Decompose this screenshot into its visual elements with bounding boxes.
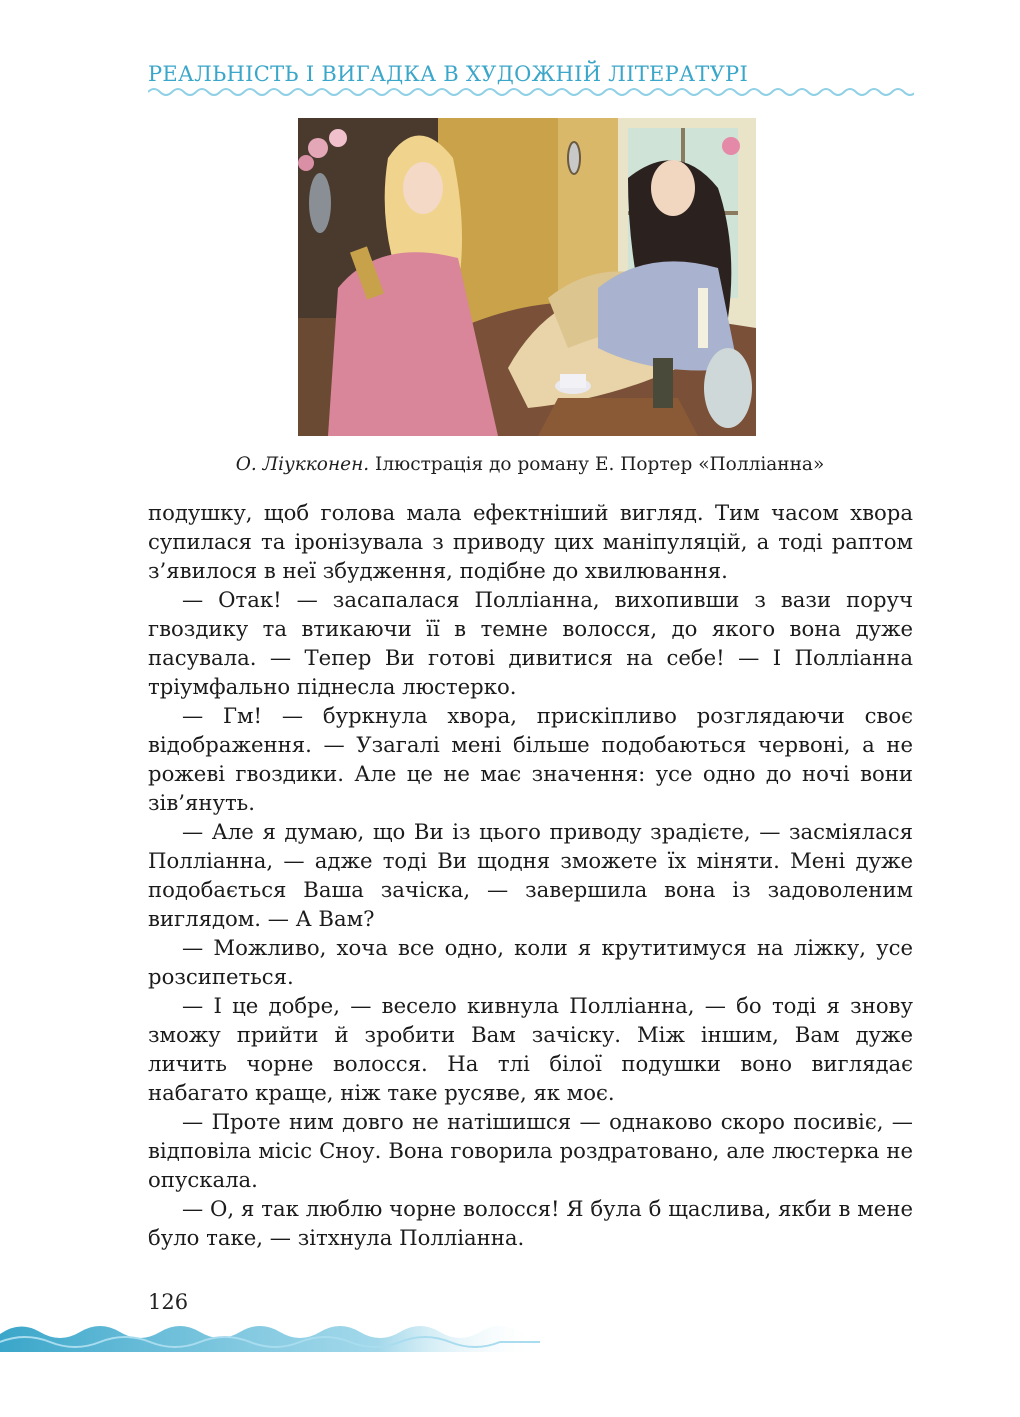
paragraph: — Проте ним довго не натішишся — однаково скоро посивіє, — відповіла місіс Сноу. Вона говорила роздратовано, але люстерка не опускала.: [148, 1109, 913, 1192]
paragraph: — О, я так люблю чорне волосся! Я була б щаслива, якби в мене було таке, — зітхнула Полліанна.: [148, 1196, 913, 1250]
paragraph: подушку, щоб голова мала ефектніший вигляд. Тим часом хвора супилася та іронізувала з приводу цих маніпуляцій, а тоді раптом з’явилося в неї збудження, подібне до хвилювання.: [148, 500, 913, 583]
paragraph: — Отак! — засапалася Полліанна, вихопивши з вази поруч гвоздику та втикаючи її в темне волосся, до якого вона дуже пасувала. — Тепер Ви готові дивитися на себе! — І Полліанна тріумфально піднесла люстерко.: [148, 587, 913, 699]
paragraph: — Гм! — буркнула хвора, прискіпливо розглядаючи своє відображення. — Узагалі мені більше подобаються червоні, а не рожеві гвоздики. Але це не має значення: усе одно до ночі вони зів’януть.: [148, 703, 913, 815]
page-number: 126: [148, 1290, 189, 1314]
running-header: РЕАЛЬНІСТЬ І ВИГАДКА В ХУДОЖНІЙ ЛІТЕРАТУРІ: [148, 62, 749, 86]
caption-author: О. Ліукконен.: [235, 454, 370, 475]
caption-text: Ілюстрація до роману Е. Портер «Полліанна»: [369, 454, 825, 475]
paragraph: — Можливо, хоча все одно, коли я крутитимуся на ліжку, усе розсипеться.: [148, 935, 913, 989]
illustration-caption: [0, 454, 1020, 475]
book-illustration-image: [298, 118, 756, 436]
paragraph: — І це добре, — весело кивнула Полліанна, — бо тоді я знову зможу прийти й зробити Вам зачіску. Між іншим, Вам дуже личить чорне волосся. На тлі білої подушки воно виглядає набагато краще, ніж таке русяве, як моє.: [148, 993, 913, 1105]
header-wave-divider: [148, 86, 914, 98]
body-text: [148, 498, 913, 1252]
footer-wave-decoration: [0, 1312, 540, 1352]
paragraph: — Але я думаю, що Ви із цього приводу зрадієте, — засміялася Полліанна, — адже тоді Ви щодня зможете їх міняти. Мені дуже подобається Ваша зачіска, — завершила вона із задоволеним виглядом. — А Вам?: [148, 819, 913, 931]
